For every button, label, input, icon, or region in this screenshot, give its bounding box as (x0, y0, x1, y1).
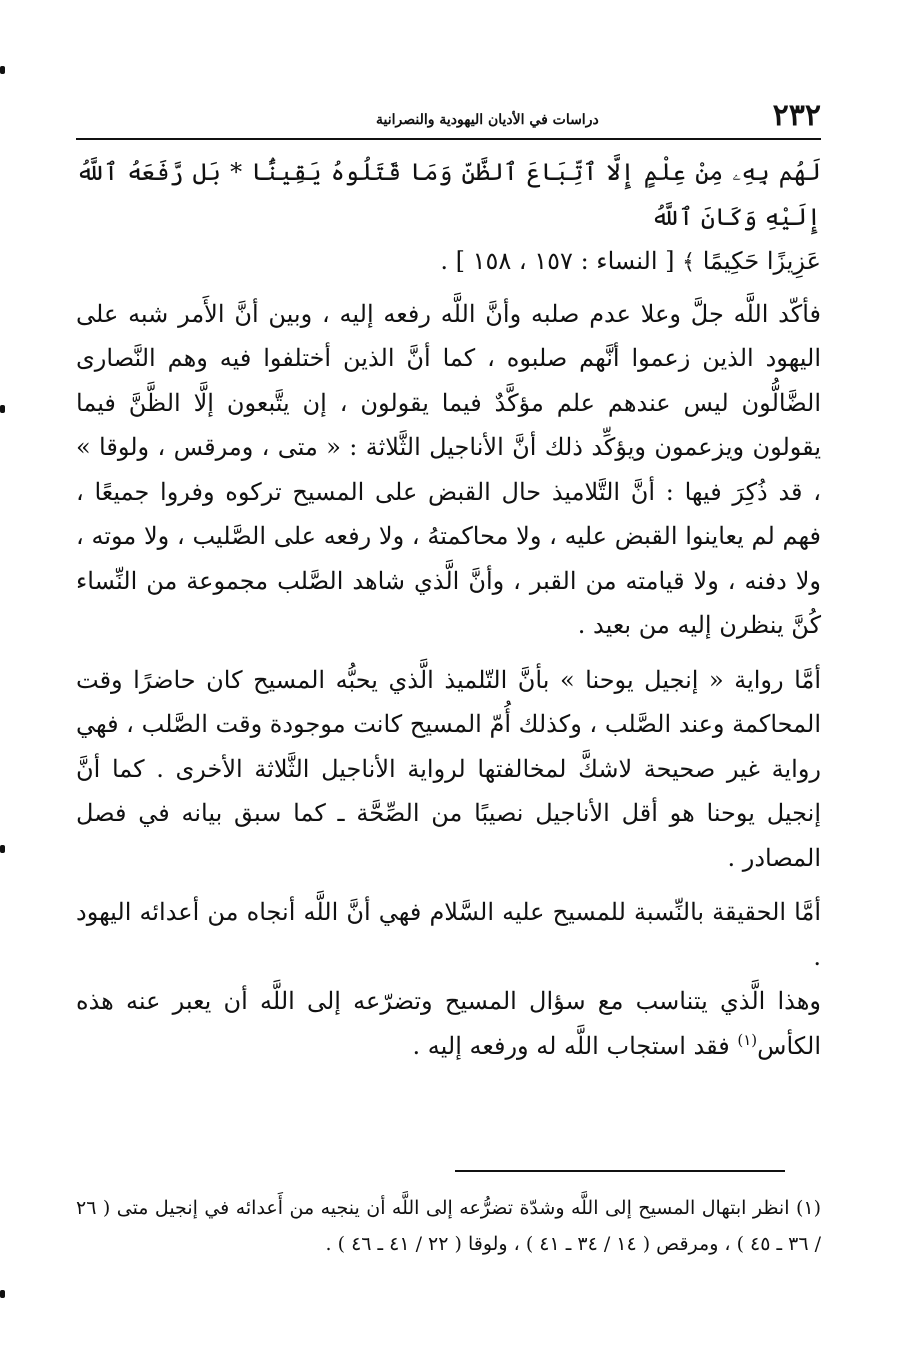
quran-quote (76, 150, 821, 286)
paragraph-4-text: وهذا الَّذي يتناسب مع سؤال المسيح وتضرّعه إلى اللَّه أن يعبر عنه هذه الكأس (76, 987, 821, 1060)
verse-end-ornament: ﴾ (682, 250, 696, 275)
paragraph-1: فأكّد اللَّه جلَّ وعلا عدم صلبه وأنَّ اللَّه رفعه إليه ، وبين أنَّ الأَمر شبه على اليهود الذين زعموا أنَّهم صلبوه ، كما أنَّ الذين أختلفوا فيه وهم النَّصارى الضَّالُّون ليس عندهم علم مؤكَّدٌ فيما يقولون ، إن يتَّبعون إلَّا الظَّنَّ فيما يقولون ويزعمون ويؤكِّد ذلك أنَّ الأناجيل الثَّلاثة : « متى ، ومرقس ، ولوقا » ، قد ذُكِرَ فيها : أنَّ التَّلاميذ حال القبض على المسيح تركوه وفروا جميعًا ، فهم لم يعاينوا القبض عليه ، ولا محاكمتهُ ، ولا رفعه على الصَّليب ، ولا موته ، ولا دفنه ، ولا قيامته من القبر ، وأنَّ الَّذي شاهد الصَّلب مجموعة من النِّساء كُنَّ ينظرن إليه من بعيد . (76, 299, 821, 639)
paragraph-4 (76, 979, 821, 1068)
paragraph-4-continued: فقد استجاب اللَّه له ورفعه إليه . (412, 1031, 738, 1060)
header-divider (76, 138, 821, 140)
scan-margin-mark (0, 66, 5, 74)
paragraph-3: أمَّا الحقيقة بالنِّسبة للمسيح عليه السَّلام فهي أنَّ اللَّه أنجاه من أعدائه اليهود . (76, 898, 821, 971)
footnote-divider (455, 1170, 785, 1172)
running-header (76, 96, 821, 136)
paragraph-2: أمَّا رواية « إنجيل يوحنا » بأنَّ التّلميذ الَّذي يحبُّه المسيح كان حاضرًا وقت المحاكمة وعند الصَّلب ، وكذلك أُمّ المسيح كانت موجودة وقت الصَّلب ، فهي رواية غير صحيحة لاشكَّ لمخالفتها لرواية الأناجيل الثَّلاثة الأخرى . كما أنَّ إنجيل يوحنا هو أقل الأناجيل نصيبًا من الصِّحَّة ـ كما سبق بيانه في فصل المصادر . (76, 665, 821, 872)
scan-margin-mark (0, 405, 5, 413)
quran-line-1: لَهُم بِهِۦ مِنْ عِلْمٍ إِلَّا ٱتِّبَاعَ ٱلظَّنِّ وَمَا قَتَلُوهُ يَقِينًۢا * بَل رَّفَعَهُ ٱللَّهُ إِلَيْهِ وَكَانَ ٱللَّهُ (76, 158, 821, 231)
main-text (76, 150, 821, 1068)
scan-margin-mark (0, 845, 5, 853)
scan-margin-mark (0, 1290, 5, 1298)
footnote-reference: (١) (737, 1030, 758, 1049)
footnote (76, 1190, 821, 1262)
running-title: دراسات في الأديان اليهودية والنصرانية (376, 112, 599, 128)
page-number: ٢٣٢ (772, 98, 821, 133)
quran-line-2 (76, 239, 821, 286)
footnote-text: (١) انظر ابتهال المسيح إلى اللَّه وشدّة تضرُّعه إلى اللَّه أن ينجيه من أَعدائه في إنجيل متى ( ٢٦ / ٣٦ ـ ٤٥ ) ، ومرقص ( ١٤ / ٣٤ ـ ٤١ ) ، ولوقا ( ٢٢ / ٤١ ـ ٤٦ ) . (76, 1197, 821, 1255)
quran-verse-end: عَزِيزًا حَكِيمًا (702, 247, 821, 275)
quran-citation: [ النساء : ١٥٧ ، ١٥٨ ] . (440, 247, 675, 275)
